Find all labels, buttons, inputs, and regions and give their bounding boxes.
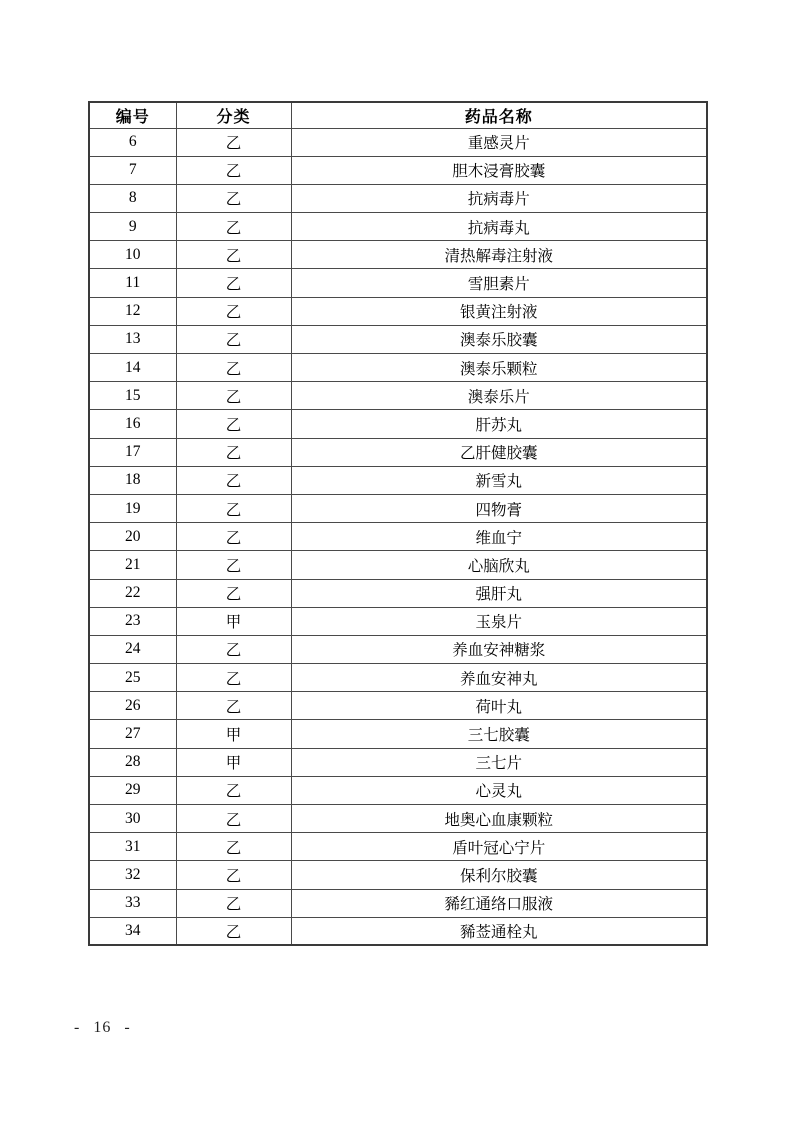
cell-drug-name: 保利尔胶囊: [291, 861, 707, 889]
table-row: [89, 664, 707, 692]
table-row: [89, 635, 707, 663]
cell-drug-name: 重感灵片: [291, 128, 707, 156]
cell-drug-name: 盾叶冠心宁片: [291, 833, 707, 861]
cell-number: 11: [89, 269, 176, 297]
col-header-category: 分类: [176, 102, 291, 128]
cell-number: 8: [89, 184, 176, 212]
cell-drug-name: 乙肝健胶囊: [291, 438, 707, 466]
cell-number: 13: [89, 325, 176, 353]
drug-list-table: [88, 101, 708, 946]
cell-number: 20: [89, 523, 176, 551]
cell-category: 乙: [176, 523, 291, 551]
cell-category: 乙: [176, 579, 291, 607]
cell-drug-name: 肝苏丸: [291, 410, 707, 438]
table-row: [89, 748, 707, 776]
table-row: [89, 833, 707, 861]
cell-category: 乙: [176, 692, 291, 720]
table-row: [89, 579, 707, 607]
table-row: [89, 917, 707, 945]
cell-drug-name: 澳泰乐颗粒: [291, 354, 707, 382]
cell-number: 24: [89, 635, 176, 663]
cell-number: 14: [89, 354, 176, 382]
table-row: [89, 325, 707, 353]
table-row: [89, 269, 707, 297]
table-row: [89, 410, 707, 438]
table-row: [89, 523, 707, 551]
cell-drug-name: 心脑欣丸: [291, 551, 707, 579]
cell-number: 29: [89, 776, 176, 804]
cell-category: 乙: [176, 297, 291, 325]
cell-category: 乙: [176, 494, 291, 522]
cell-number: 22: [89, 579, 176, 607]
cell-number: 33: [89, 889, 176, 917]
table-row: [89, 241, 707, 269]
cell-drug-name: 强肝丸: [291, 579, 707, 607]
cell-number: 7: [89, 156, 176, 184]
cell-drug-name: 荷叶丸: [291, 692, 707, 720]
cell-category: 乙: [176, 805, 291, 833]
cell-category: 乙: [176, 861, 291, 889]
col-header-number: 编号: [89, 102, 176, 128]
cell-category: 乙: [176, 382, 291, 410]
cell-drug-name: 澳泰乐胶囊: [291, 325, 707, 353]
table-row: [89, 438, 707, 466]
cell-category: 乙: [176, 776, 291, 804]
cell-drug-name: 豨莶通栓丸: [291, 917, 707, 945]
table-row: [89, 551, 707, 579]
cell-number: 28: [89, 748, 176, 776]
col-header-drug-name: 药品名称: [291, 102, 707, 128]
cell-drug-name: 养血安神丸: [291, 664, 707, 692]
table-row: [89, 889, 707, 917]
cell-drug-name: 三七胶囊: [291, 720, 707, 748]
cell-number: 21: [89, 551, 176, 579]
table-row: [89, 805, 707, 833]
page-number: - 16 -: [74, 1019, 131, 1036]
cell-drug-name: 心灵丸: [291, 776, 707, 804]
cell-drug-name: 胆木浸膏胶囊: [291, 156, 707, 184]
cell-category: 乙: [176, 213, 291, 241]
cell-drug-name: 抗病毒片: [291, 184, 707, 212]
cell-drug-name: 维血宁: [291, 523, 707, 551]
table-row: [89, 156, 707, 184]
cell-number: 12: [89, 297, 176, 325]
cell-category: 乙: [176, 466, 291, 494]
cell-number: 30: [89, 805, 176, 833]
table-row: [89, 861, 707, 889]
cell-drug-name: 玉泉片: [291, 607, 707, 635]
cell-number: 23: [89, 607, 176, 635]
cell-category: 乙: [176, 438, 291, 466]
cell-category: 乙: [176, 354, 291, 382]
cell-category: 乙: [176, 410, 291, 438]
cell-number: 27: [89, 720, 176, 748]
cell-drug-name: 新雪丸: [291, 466, 707, 494]
cell-number: 10: [89, 241, 176, 269]
table-row: [89, 354, 707, 382]
table-row: [89, 184, 707, 212]
cell-number: 31: [89, 833, 176, 861]
cell-drug-name: 清热解毒注射液: [291, 241, 707, 269]
cell-drug-name: 雪胆素片: [291, 269, 707, 297]
cell-number: 15: [89, 382, 176, 410]
cell-number: 17: [89, 438, 176, 466]
cell-drug-name: 养血安神糖浆: [291, 635, 707, 663]
cell-number: 26: [89, 692, 176, 720]
cell-category: 乙: [176, 128, 291, 156]
cell-category: 乙: [176, 889, 291, 917]
table-row: [89, 607, 707, 635]
cell-number: 9: [89, 213, 176, 241]
cell-category: 甲: [176, 720, 291, 748]
cell-category: 乙: [176, 551, 291, 579]
cell-drug-name: 抗病毒丸: [291, 213, 707, 241]
cell-drug-name: 地奥心血康颗粒: [291, 805, 707, 833]
cell-category: 乙: [176, 833, 291, 861]
cell-number: 25: [89, 664, 176, 692]
cell-number: 32: [89, 861, 176, 889]
cell-number: 18: [89, 466, 176, 494]
table-row: [89, 297, 707, 325]
cell-category: 甲: [176, 748, 291, 776]
cell-number: 6: [89, 128, 176, 156]
cell-category: 乙: [176, 184, 291, 212]
cell-category: 乙: [176, 664, 291, 692]
cell-category: 甲: [176, 607, 291, 635]
cell-drug-name: 三七片: [291, 748, 707, 776]
table-row: [89, 128, 707, 156]
cell-category: 乙: [176, 241, 291, 269]
table-row: [89, 213, 707, 241]
table-row: [89, 720, 707, 748]
cell-category: 乙: [176, 917, 291, 945]
cell-number: 34: [89, 917, 176, 945]
cell-category: 乙: [176, 635, 291, 663]
cell-category: 乙: [176, 325, 291, 353]
cell-drug-name: 银黄注射液: [291, 297, 707, 325]
cell-drug-name: 四物膏: [291, 494, 707, 522]
cell-drug-name: 澳泰乐片: [291, 382, 707, 410]
cell-drug-name: 豨红通络口服液: [291, 889, 707, 917]
table-row: [89, 382, 707, 410]
cell-number: 19: [89, 494, 176, 522]
table-row: [89, 692, 707, 720]
cell-category: 乙: [176, 156, 291, 184]
table-row: [89, 494, 707, 522]
table-row: [89, 466, 707, 494]
cell-category: 乙: [176, 269, 291, 297]
table-row: [89, 776, 707, 804]
header-row: [89, 102, 707, 128]
cell-number: 16: [89, 410, 176, 438]
